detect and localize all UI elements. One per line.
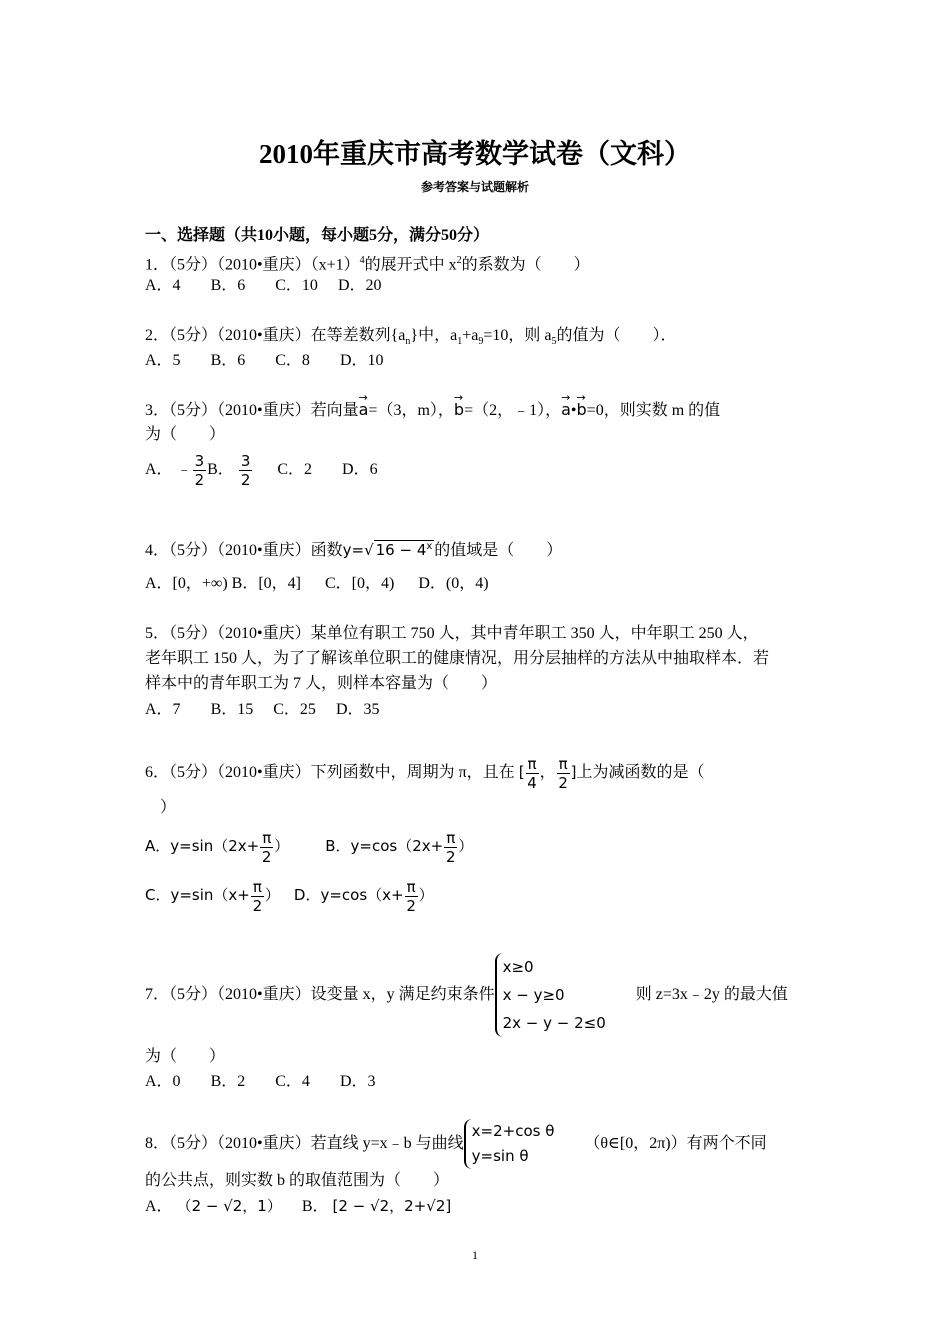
question-6: 6．（5分）（2010•重庆）下列函数中，周期为 π，且在 [ $\frac{\pi}{4}$ ， $\frac{\pi}{2}$ ]上为减函数的是（ — [145, 754, 705, 792]
section-heading: 一、选择题（共10小题，每小题5分，满分50分） — [145, 227, 490, 244]
question-4-options: A．[0，+∞) B．[0，4] C．[0，4) D．(0，4) — [145, 575, 489, 592]
document-subtitle: 参考答案与试题解析 — [420, 180, 529, 194]
question-6-options-cd: C．y=sin（x+ $\frac{\pi}{2}$ ） D．y=cos（x+ $\frac{\pi}{2}$ ） — [145, 877, 434, 915]
question-1: 1．（5分）（2010•重庆）$(x+1)^4$的展开式中 $x^2$的系数为（ ） — [145, 255, 590, 274]
question-2: 2．（5分）（2010•重庆）在等差数列$\{a_n\}$中，$a_1+a_9=10$，则 $a_5$的值为（ ）． — [145, 327, 677, 348]
question-3-line2: 为（ ） — [145, 426, 226, 443]
document-title: 2010年重庆市高考数学试卷（文科） — [259, 139, 691, 169]
question-6-options-ab: A．y=sin（2x+ $\frac{\pi}{2}$ ） B．y=cos（2x+ $\frac{\pi}{2}$ ） — [145, 828, 474, 866]
question-5-line1: 5．（5分）（2010•重庆）某单位有职工 750 人，其中青年职工 350 人，中年职工 250 人， — [145, 625, 759, 642]
constraint-system: x≥0 x − y≥0 2x − y − 2≤0 — [495, 953, 606, 1037]
parametric-curve: x=2+cos θ y=sin θ — [464, 1119, 555, 1169]
question-3: 3．（5分）（2010•重庆）若向量→ a=（3，m），→ b=（2，﹣1），→ a•→ b=0，则实数 m 的值 — [145, 399, 720, 422]
question-2-options: A．5 B．6 C．8 D．10 — [145, 352, 384, 369]
question-8-line2: 的公共点，则实数 b 的取值范围为（ ） — [145, 1172, 450, 1189]
question-5-line2: 老年职工 150 人，为了了解该单位职工的健康情况，用分层抽样的方法从中抽取样本．若 — [145, 650, 770, 667]
page-number: 1 — [472, 1248, 478, 1262]
question-8-options: A． （2 − √2，1） B． [2 − √2，2+√2] — [145, 1197, 452, 1215]
question-6-line2: ） — [160, 799, 177, 816]
question-7-line2: 为（ ） — [145, 1048, 226, 1065]
question-8: 8．（5分）（2010•重庆）若直线 y=x﹣b 与曲线 x=2+cos θ y=sin θ （θ∈[0，2π)）有两个不同 — [145, 1118, 767, 1170]
question-7: 7．（5分）（2010•重庆）设变量 x，y 满足约束条件 x≥0 x − y≥0 2x − y − 2≤0 则 z=3x﹣2y 的最大值 — [145, 952, 788, 1038]
question-3-options: A． ﹣ $\frac{3}{2}$ B． $\frac{3}{2}$ C．2 D．6 — [145, 452, 378, 489]
question-4: 4．（5分）（2010•重庆）函数y=√ $16 - 4^x$ 的值域是（ ） — [145, 541, 563, 559]
question-5-line3: 样本中的青年职工为 7 人，则样本容量为（ ） — [145, 675, 498, 692]
question-5-options: A．7 B．15 C．25 D．35 — [145, 701, 380, 718]
question-7-options: A．0 B．2 C．4 D．3 — [145, 1073, 376, 1090]
question-1-options: A．4 B．6 C．10 D．20 — [145, 277, 382, 294]
